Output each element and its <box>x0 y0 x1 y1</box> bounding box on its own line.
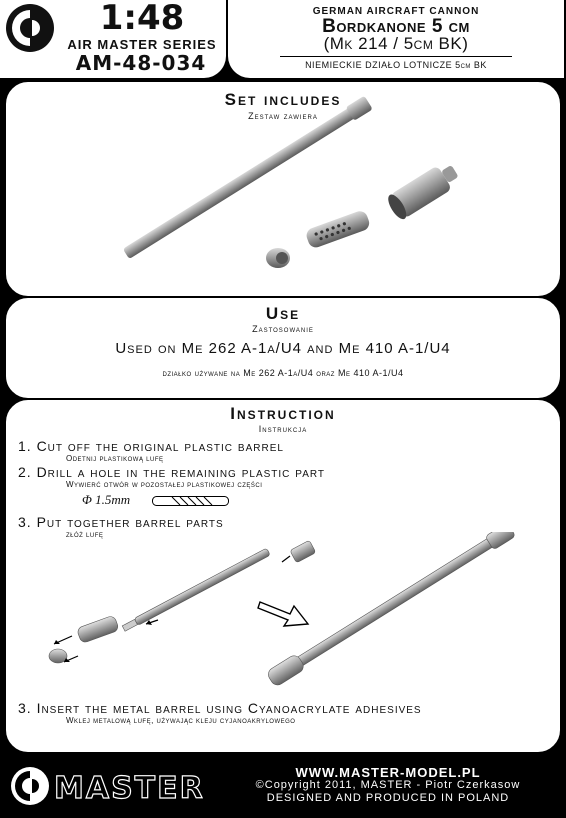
use-title: Use <box>265 304 301 323</box>
use-polish-text: działko używane na Me 262 A-1a/U4 oraz Me 410 A-1/U4 <box>162 368 404 378</box>
scale-label: 1:48 <box>99 0 185 38</box>
product-category: GERMAN AIRCRAFT CANNON <box>312 6 480 17</box>
footer-text <box>218 766 558 805</box>
product-code: AM-48-034 <box>75 51 207 75</box>
series-label: AIR MASTER SERIES <box>67 37 217 52</box>
step-3-label: 3. Put together barrel parts <box>18 514 224 530</box>
footer-url[interactable]: WWW.MASTER-MODEL.PL <box>295 765 481 780</box>
muzzle-brake-part <box>304 209 371 250</box>
parts-illustration <box>6 82 560 296</box>
use-main-text: Used on Me 262 A-1a/U4 and Me 410 A-1/U4 <box>115 340 451 357</box>
set-subtitle: Zestaw zawiera <box>248 111 318 121</box>
footer-logo <box>10 764 210 808</box>
header-right-panel <box>228 0 564 78</box>
step-4-label: 3. Insert the metal barrel using Cyanoacrylate adhesives <box>18 700 422 716</box>
step-1-sub: Odetnij plastikową lufę <box>66 454 164 463</box>
instruction-section <box>4 398 562 754</box>
instruction-title: Instruction <box>230 404 336 423</box>
product-title-polish: NIEMIECKIE DZIAŁO LOTNICZE 5cm BK <box>305 60 487 70</box>
step-4-sub: Wklej metalową lufę, używając kleju cyjanoakrylowego <box>66 716 296 725</box>
step-3-sub: złóż lufę <box>66 530 104 539</box>
set-title: Set includes <box>224 90 342 109</box>
use-subtitle: Zastosowanie <box>252 324 314 334</box>
master-logo-icon <box>6 4 54 52</box>
set-includes-section <box>4 80 562 298</box>
sleeve-part <box>385 159 463 222</box>
drill-bit-icon <box>152 494 232 508</box>
footer-copyright: ©Copyright 2011, MASTER - Piotr Czerkasow <box>255 779 521 791</box>
instruction-subtitle: Instrukcja <box>258 424 308 434</box>
header-divider <box>280 56 512 57</box>
header-left-panel <box>0 0 226 78</box>
drill-size: Φ 1.5mm <box>82 492 131 507</box>
assembly-diagram <box>6 532 560 702</box>
footer-produced: DESIGNED AND PRODUCED IN POLAND <box>266 792 510 804</box>
product-title: Bordkanone 5 cm <box>322 16 470 37</box>
step-1-label: 1. Cut off the original plastic barrel <box>18 438 284 454</box>
use-section <box>4 296 562 400</box>
step-2-label: 2. Drill a hole in the remaining plastic part <box>18 464 326 480</box>
product-subtitle: (Mk 214 / 5cm BK) <box>323 34 469 53</box>
washer-part <box>266 248 290 268</box>
step-2-sub: Wywierć otwór w pozostałej plastikowej części <box>66 480 263 489</box>
footer <box>0 752 566 818</box>
footer-brand-text: MASTER <box>54 771 205 806</box>
